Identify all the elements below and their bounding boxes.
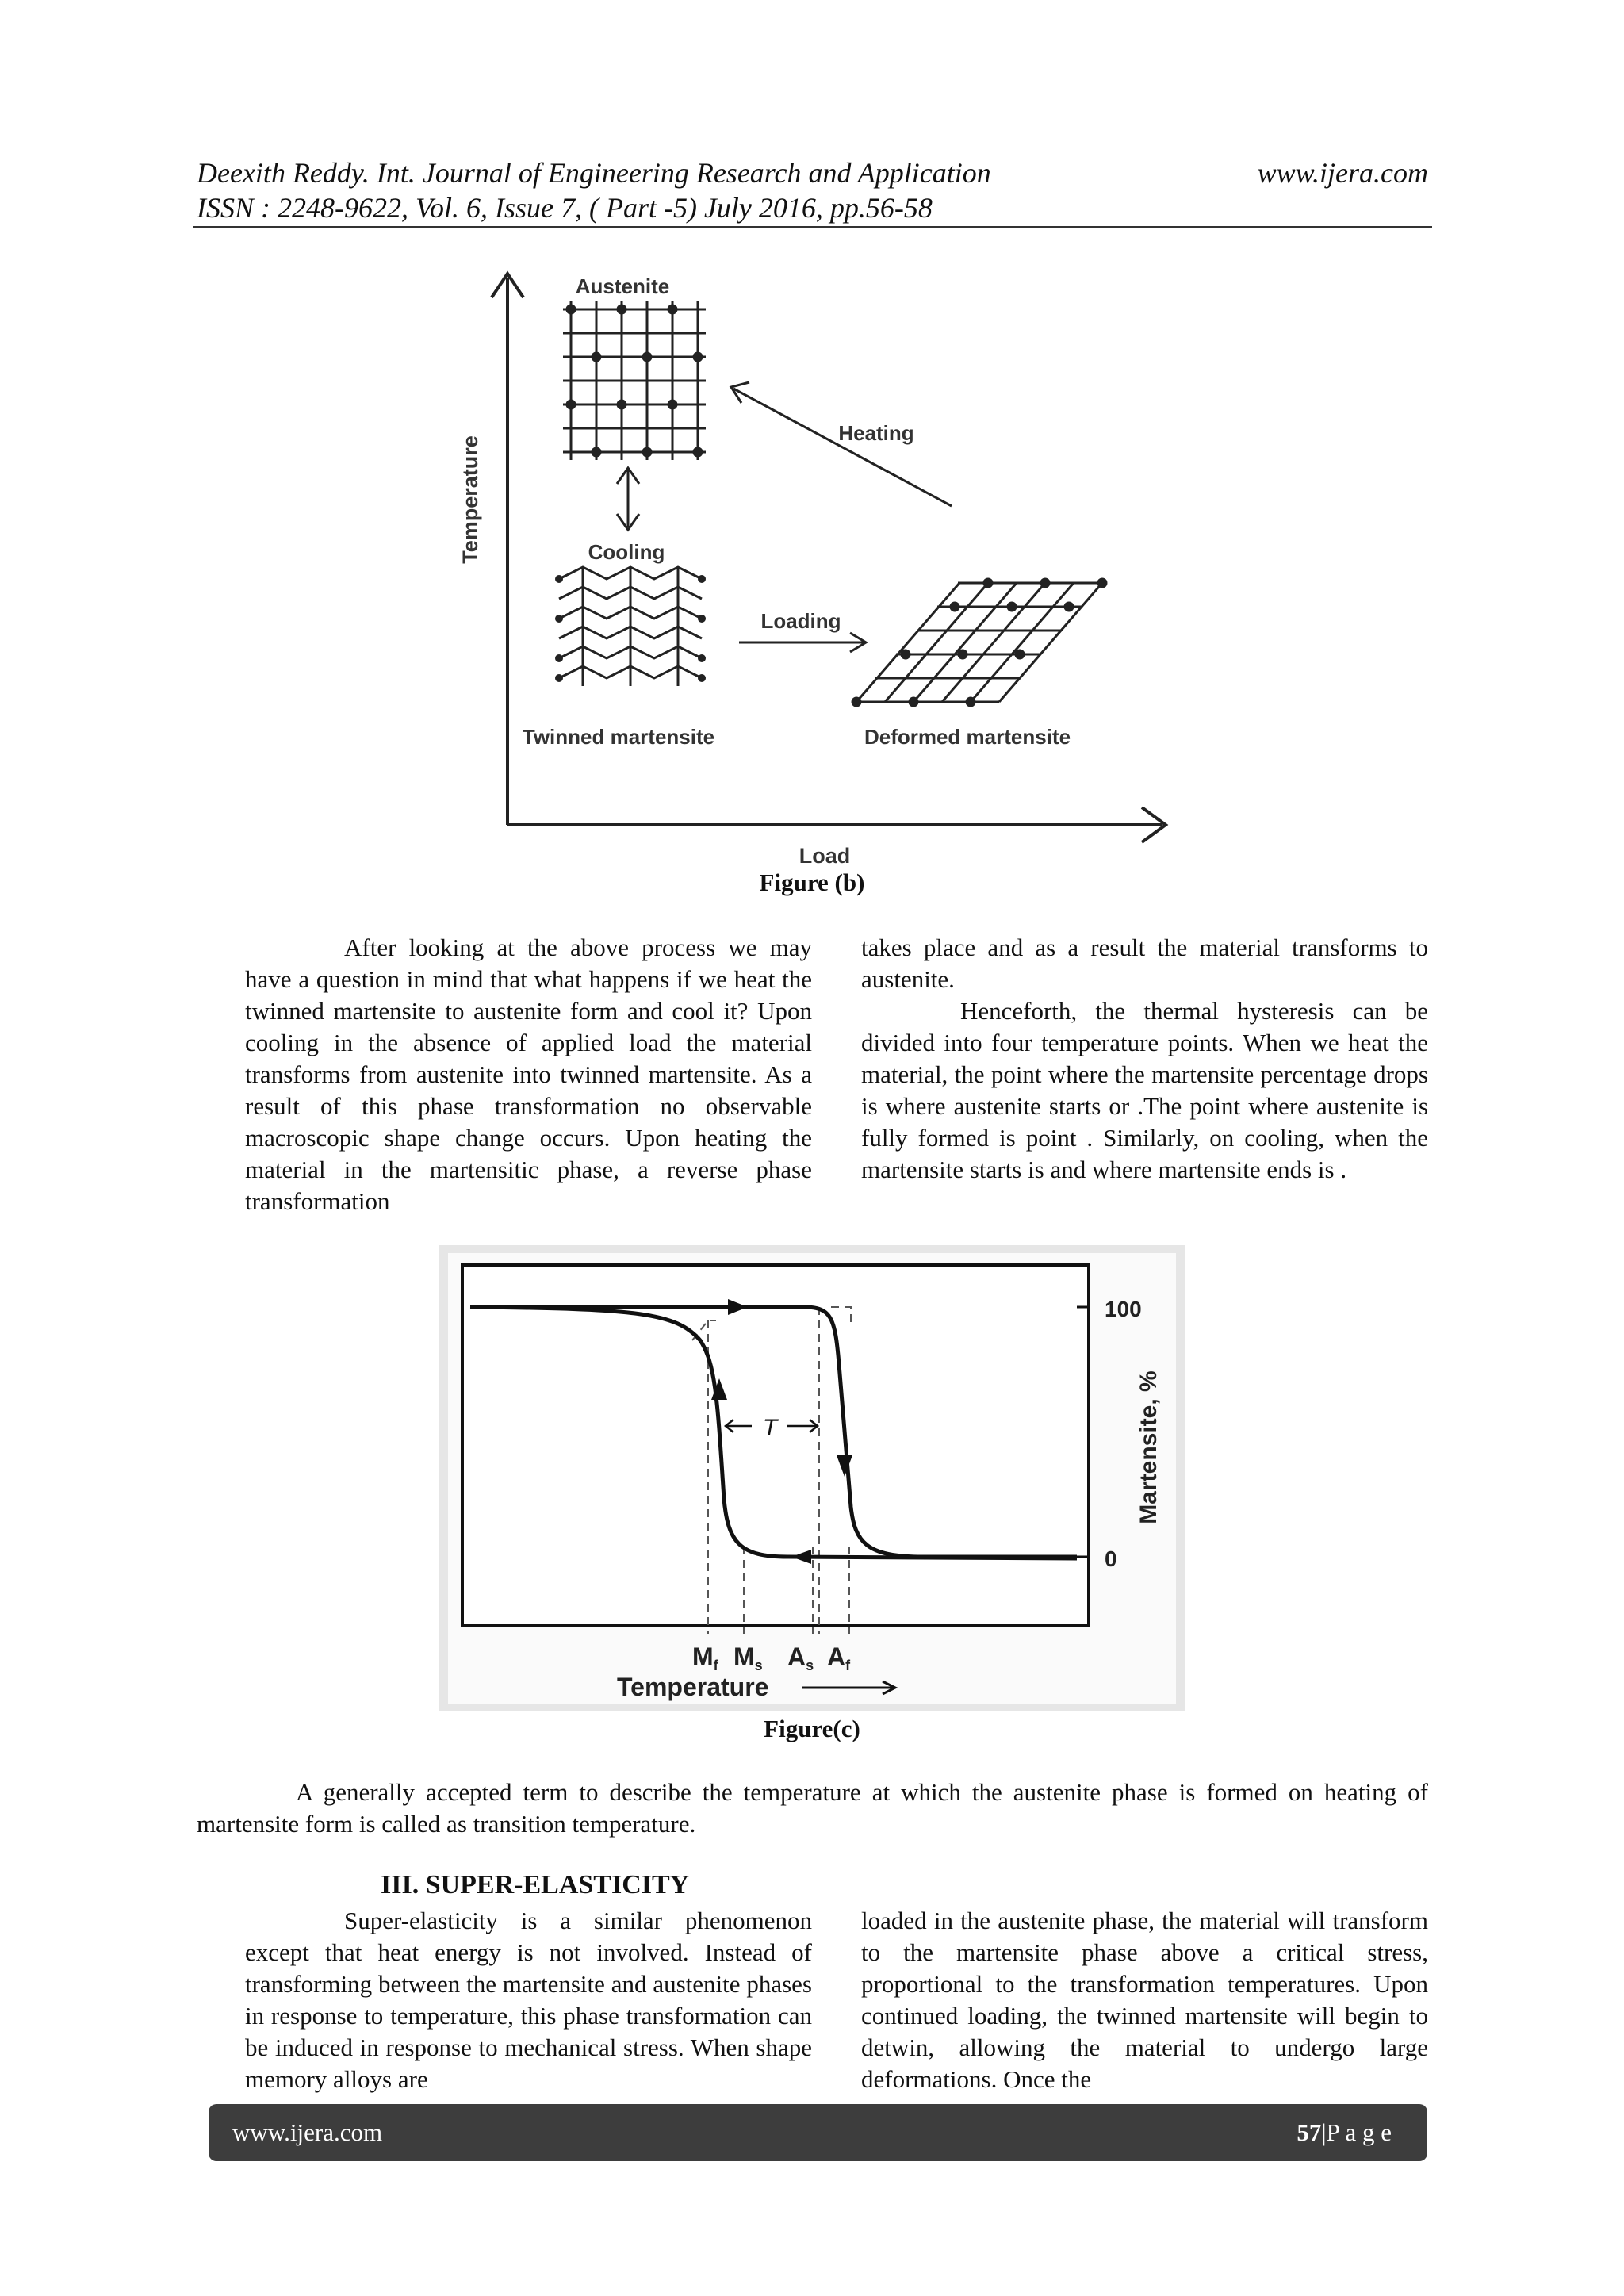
tick-0-label: 0: [1105, 1547, 1117, 1571]
paragraph-left-1: After looking at the above process we may have a question in mind that what happens if we heat the twinned martensite to austenite form and cool it? Upon cooling in the absence of applied load the material transforms from austenite into twinned martensite. As a result of this phase transformation no observable macroscopic shape change occurs. Upon heating the material in the martensitic phase, a reverse phase transformation: [245, 933, 812, 1215]
hysteresis-label: T: [762, 1415, 778, 1441]
page-number-value: 57: [1297, 2118, 1322, 2146]
issn-line: ISSN : 2248-9622, Vol. 6, Issue 7, ( Part -5) July 2016, pp.56-58: [197, 192, 933, 224]
heating-label: Heating: [838, 421, 914, 445]
tick-100-label: 100: [1105, 1297, 1142, 1321]
af-label: Af: [827, 1642, 851, 1673]
page-footer: [209, 2104, 1427, 2161]
footer-site[interactable]: www.ijera.com: [232, 2118, 383, 2146]
paragraph-right-1b: Henceforth, the thermal hysteresis can be divided into four temperature points. When we heat the material, the point where the martensite percentage drops is where austenite starts or .The point where austenite is fully formed is point . Similarly, on cooling, when the martensite starts is and where martensite ends is .: [861, 997, 1428, 1183]
page-word: |P a g e: [1321, 2118, 1392, 2146]
as-label: As: [787, 1642, 814, 1673]
loading-arrow: [739, 633, 866, 652]
temperature-axis: [492, 274, 523, 825]
cooling-arrow: [617, 468, 639, 530]
load-axis-label: Load: [799, 844, 851, 868]
temperature-axis-label-c: Temperature: [617, 1673, 769, 1701]
paragraph-right-1a: takes place and as a result the material transforms to austenite.: [861, 933, 1428, 993]
twinned-martensite-label: Twinned martensite: [522, 725, 715, 749]
ms-label: Ms: [733, 1642, 763, 1673]
journal-site[interactable]: www.ijera.com: [1257, 157, 1428, 189]
header-rule: [193, 226, 1432, 228]
plot-frame: [462, 1265, 1089, 1626]
figure-c-caption: Figure(c): [764, 1715, 860, 1742]
paragraph-full-width: A generally accepted term to describe the temperature at which the austenite phase is formed on heating of martensite form is called as transition temperature.: [197, 1778, 1428, 1838]
deformed-martensite-lattice: [852, 579, 1106, 706]
figure-c: [439, 1245, 1185, 1711]
twinned-martensite-lattice: [559, 567, 702, 686]
paragraph-right-1: [861, 932, 1428, 1186]
austenite-lattice: [563, 301, 706, 460]
load-axis: [508, 807, 1166, 842]
mf-label: Mf: [692, 1642, 718, 1673]
figure-b: [444, 262, 1189, 872]
martensite-axis-label: Martensite, %: [1136, 1370, 1162, 1524]
austenite-label: Austenite: [575, 274, 670, 298]
figure-b-caption: Figure (b): [759, 868, 865, 896]
temperature-axis-label: Temperature: [458, 435, 482, 564]
journal-citation: Deexith Reddy. Int. Journal of Engineering Research and Application: [197, 157, 991, 189]
paragraph-left-2: Super-elasticity is a similar phenomenon except that heat energy is not involved. Instead of transforming between the martensite and austenite phases in response to temperature, this phase transformation can be induced in response to mechanical stress. When shape memory alloys are: [245, 1907, 812, 2093]
section-heading: III. SUPER-ELASTICITY: [381, 1870, 690, 1899]
page-number: [1297, 2118, 1392, 2147]
loading-label: Loading: [760, 609, 841, 633]
paragraph-right-2: loaded in the austenite phase, the material will transform to the martensite phase above a critical stress, proportional to the transformation temperatures. Upon continued loading, the twinned martensite will begin to detwin, allowing the material to undergo large deformations. Once the: [861, 1907, 1428, 2093]
deformed-martensite-label: Deformed martensite: [864, 725, 1071, 749]
cooling-label: Cooling: [588, 540, 665, 564]
